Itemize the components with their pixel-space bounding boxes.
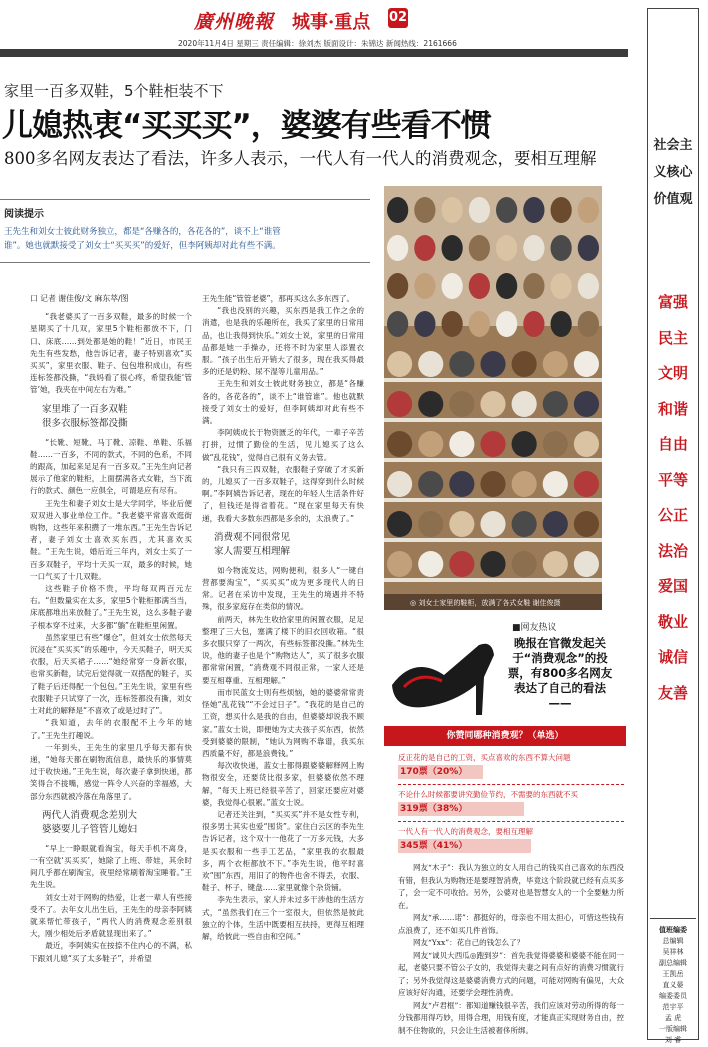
shoe [414,235,435,261]
shoe [387,471,412,497]
paragraph: “我也没别的兴趣，买东西是我工作之余的消遣，也是我的乐趣所在，我买了家里的日常用品，也让我得到快乐。”刘女士说，家里的日常用品都是她一手操办，还将不时为家里人添置衣服。“孩子出生后开销大了很多，现在我买得最多的还是奶粉、尿不湿等儿童用品。” [202,306,364,377]
shoe [469,311,490,337]
shoe [543,391,568,417]
core-value: 和谐 [657,399,688,418]
core-value: 平等 [657,470,688,489]
shoe [469,197,490,223]
cabinet-shelf [384,418,602,422]
shoe [418,511,443,537]
shoe [387,431,412,457]
comment: 网友“Yxx”：花自己的钱怎么了？ [413,938,525,947]
shoe [512,551,537,577]
shoe [449,431,474,457]
core-value: 民主 [657,328,688,347]
credit-line: 编委委员 [659,992,687,1000]
divider [398,784,624,785]
paragraph: 李先生表示，家人并未过多干涉他的生活方式，“虽然我们在三个一室很大，但依然是彼此独立的个体，生活中既要相互扶持，更得互相理解，给彼此一些自由和空间。” [202,895,364,941]
credit-line: 刘 睿 [664,1036,682,1044]
credit-line: 一版编辑 [659,1025,687,1033]
shoe [551,311,572,337]
credit-line: 王凯岳 [662,970,684,978]
shoe [512,511,537,537]
core-value: 诚信 [657,648,688,666]
shoe [418,391,443,417]
divider [0,199,370,200]
credit-line: 副总编辑 [659,959,687,967]
paragraph: “我知道，去年的衣服配不上今年的她了。”王先生打趣说。 [30,718,192,740]
shoe [480,431,505,457]
poll-bar [398,802,524,816]
paragraph: 一年到头，王先生的家里几乎每天都有快递，“她每天都在刷物流信息，最快乐的事情莫过于收快递。”王先生说，每次妻子拿到快递，都笑得合不拢嘴，感觉一阵令人兴奋的幸福感，大部分东西就被冷落在角落里了。 [30,742,192,801]
main-headline: 儿媳热衷“买买买”，婆婆有些看不惯 [2,108,491,144]
shoe [387,311,408,337]
shoe [442,311,463,337]
shoe [442,235,463,261]
shoe [414,197,435,223]
shoe [523,273,544,299]
comment: 网友“承……诺”：都挺好的，母亲也不用太担心，可惜这些钱有点浪费了，还不如买几件首饰。 [398,913,624,935]
shoe [574,511,599,537]
hot-topic-label: ■网友热议 [512,623,557,633]
netizen-comments [398,862,624,1037]
shoe [512,431,537,457]
core-values-list [650,285,696,711]
core-value: 富强 [657,293,688,311]
shoe [523,311,544,337]
credit-line: 孟 虎 [664,1014,682,1022]
shoe [387,391,412,417]
shoe [449,351,474,377]
poll-bar [398,765,483,779]
shoe [574,471,599,497]
shoe [551,197,572,223]
shoe [512,391,537,417]
shoe [414,273,435,299]
shoe [574,431,599,457]
poll-question: 你赞同哪种消费观？（单选） [384,726,626,746]
credit-line: 总编辑 [662,937,684,945]
shoe [496,311,517,337]
shoe [574,551,599,577]
article-column-2 [202,293,364,943]
credit-line: 值班编委 [659,926,687,934]
core-values-title-text: 社会主义核心价值观 [653,138,693,207]
subheadline: 800多名网友表达了看法，许多人表示，一代人有一代人的消费观念，要相互理解 [4,149,597,168]
shoe [496,273,517,299]
cabinet-shelf [384,498,602,502]
divider [398,821,624,822]
comment: 网友“诚贝大西瓜◎跑到岁”：首先我觉得婆婆和婆婆不能在同一起，老婆只要不管公子女的，我觉得夫妻之间有点好的消费习惯就行了；另外我觉得这是婆婆消费方式的问题，可能对网购有偏见，大众应该好好沟通，还要学会理性消费。 [398,950,624,997]
core-value: 自由 [657,435,688,453]
reading-tip-text: 王先生和刘女士彼此财务独立，都是“各赚各的，各花各的”，谈不上“谁管谁”。她也就默接受了刘女士“买买买”的爱好，但李阿姨却对此有些不满。 [4,227,281,251]
shoe [543,471,568,497]
shoe [523,197,544,223]
shoe [449,471,474,497]
shoe [387,511,412,537]
paragraph: 记者还关注到，“买买买”并不是女性专利，很多男士其实也爱“囤货”。家住白云区的李先生告诉记者，这个双十一他花了一万多元钱，大多是买衣服和一些手工艺品，“家里我的衣服最多，两个衣柜都放不下。”李先生说，他平时喜欢“囤”东西，用旧了的物件也舍不得丢，衣服、鞋子、杯子、键盘……家里就像个杂货铺。 [202,809,364,893]
shoe [578,235,599,261]
shoe [480,471,505,497]
high-heel-icon [384,615,504,725]
section-subheading: 家里堆了一百多双鞋 很多衣服标签都没撕 [42,403,128,429]
core-value: 法治 [657,541,688,560]
shoe [449,551,474,577]
shoe [449,511,474,537]
dateline: 2020年11月4日 星期三 责任编辑：徐刘杰 版面设计：朱锦达 新闻热线：2161666 [178,39,457,48]
shoe [543,351,568,377]
poll-option-text: 一代人有一代人的消费观念，要相互理解 [398,827,533,836]
paragraph: 王先生能“管管老婆”，那再买这么多东西了。 [202,294,355,303]
shoe [578,197,599,223]
paragraph: 每次收快递，蓝女士都得跟婆婆解释网上购物很安全，还要货比很多家，但婆婆依然不理解，“每天上班已经很辛苦了，回家还要应对婆婆，我觉得心很累。”蓝女士说。 [202,761,364,807]
shoe [543,511,568,537]
poll-option-text: 不论什么时候都要讲究勤俭节约，不需要的东西就不买 [398,790,578,799]
shoe [543,551,568,577]
shoe [418,351,443,377]
shoe [551,273,572,299]
photo-caption: ◎ 刘女士家里的鞋柜，放满了各式女鞋 谢佳俊摄 [410,599,561,607]
shoe [418,431,443,457]
shoe [387,273,408,299]
paragraph: 李阿姨成长于物资匮乏的年代，一辈子辛苦打拼，过惯了勤俭的生活，见儿媳买了这么做“乱花钱”，觉得自己很有义务去管。 [202,428,364,462]
shoe [512,471,537,497]
shoe [574,351,599,377]
kicker-headline: 家里一百多双鞋，5个鞋柜装不下 [4,82,224,100]
shoe [418,551,443,577]
core-value: 敬业 [657,612,688,631]
core-value: 爱国 [657,577,688,595]
shoe [496,235,517,261]
shoe [523,235,544,261]
poll-votes: 345票（41%） [400,841,468,851]
shoe [442,273,463,299]
paragraph: 虽然家里已有些“爆仓”，但刘女士依然每天沉浸在“买买买”的乐趣中，今天买鞋子，明天买衣服，后天买裙子……“她经常穿一身新衣服，也常买新鞋，试完后觉得就一双搭配的鞋子，买了鞋子后还得配一个包包。”王先生说，家里有些衣服鞋子只试穿了一次，连标签都没有撕，刘女士对此的解释是“不喜欢了或是过时了”。 [30,632,192,716]
core-values-title [650,132,696,213]
poll-bar [398,839,531,853]
core-value: 文明 [657,364,688,382]
section-subheading: 消费观不同很常见 家人需要互相理解 [214,531,291,557]
paragraph: “长靴、短靴、马丁靴、凉鞋、单鞋、乐福鞋……一百多，不同的款式，不同的色系，不同的跟高，加起来足足有一百多双。”王先生向记者展示了他家的鞋柜，上面摆满各式女鞋，当下流行的款式、颜色一应俱全，可谓是应有尽有。 [30,437,192,496]
shoe [480,391,505,417]
paragraph: 王先生和妻子刘女士是大学同学，毕业后便双双进入事业单位工作。“我老婆平常喜欢逛街购物，这些年来积攒了一堆东西。”王先生告诉记者，妻子刘女士喜欢买东西，尤其喜欢买鞋。“王先生说，婚后近三年内，刘女士买了一百多双鞋子，平均十天买一双，最多的时候，她一口气买了十几双鞋。 [30,498,192,581]
core-value: 公正 [657,506,688,524]
shoe-cabinet-photo [384,186,602,610]
cabinet-shelf [384,378,602,382]
shoe [543,431,568,457]
shoe [387,551,412,577]
poll-votes: 170票（20%） [400,767,468,777]
paragraph: 而市民蓝女士则有些烦恼，她的婆婆常常责怪她“乱花钱”“不会过日子”。“我花的是自己的工资，想买什么是我的自由，但婆婆却说我不顾家。”蓝女士说，即便她为丈夫孩子买东西，依然受到婆婆的限制，“她认为网购不靠谱，我买东西质量不好，都是浪费钱。” [202,687,364,758]
cabinet-shelf [384,458,602,462]
hot-topic-title: 晚报在官微发起关于“消费观念”的投票，有800多名网友表达了自己的看法—— [507,636,613,710]
section-subheading: 两代人消费观念差别大 婆婆要儿子管管儿媳妇 [42,809,138,835]
masthead-rule [0,49,628,57]
credit-line: 吴祥林 [662,948,684,956]
section-title: 城事·重点 [292,12,371,33]
poll-option-text: 反正花的是自己的工资，买点喜欢的东西不算大问题 [398,753,571,762]
shoe [551,235,572,261]
paragraph: 最近，李阿姨实在按捺不住内心的不满，私下跟刘儿媳“买了太多鞋子”，并希望 [30,941,192,963]
reading-tip-title: 阅读提示 [4,209,44,220]
paragraph: “我老婆买了一百多双鞋，最多的时候一个星期买了十几双，家里5个鞋柜都放不下，门口、床底……到处都是她的鞋！”近日，市民王先生有些发愁，他告诉记者，妻子特别喜欢“买买买”，家里衣服、鞋子、包包堆积成山，有些连标签都没撕，“我妈看了很心疼，希望我能‘管管’她，我夹在中间左右为难。” [30,312,192,395]
paragraph: 前两天，林先生收拾家里的闲置衣服，足足整理了三大包，塞满了楼下的旧衣回收箱。“很多衣服只穿了一两次，有些标签都没撕。”林先生说，他的妻子也是个“购物达人”，买了很多衣服都常常闲置，“消费观不同很正常，一家人还是要互相尊重、互相理解。” [202,614,364,685]
core-value: 友善 [657,683,688,702]
shoe [387,197,408,223]
paragraph: 如今物流发达，网购便利，很多人“一键自营都要淘宝”，“买买买”成为更多现代人的日常。记者在采访中发现，王先生的境遇并不特殊，很多家庭存在类似的情况。 [202,565,364,612]
cabinet-shelf [384,538,602,542]
shoe [387,235,408,261]
shoe [469,235,490,261]
paragraph: 这些鞋子价格不贵，平均每双两百元左右。“但数量实在太多，家里5个鞋柜都满当当，床底都堆出来放鞋了。”王先生说，这么多鞋子妻子根本穿不过来，大多都“躺”在鞋柜里闲置。 [30,584,192,630]
shoe [574,391,599,417]
shoe-cabinet-illustration [384,186,602,610]
paragraph: “我只有三四双鞋，衣服鞋子穿破了才买新的，儿媳买了一百多双鞋子，这得穿到什么时候啊。”李阿姨告诉记者，现在的年轻人生活条件好了，但钱还是得省着花。“现在家里每天有快递，我看大多数东西都是多余的，太浪费了。” [202,464,364,523]
paragraph: “早上一睁眼就看淘宝，每天手机不离身，一有空就‘买买买’，她除了上班、带娃，其余时间几乎都在刷淘宝，夜里经常刷着淘宝睡着。”王先生说。 [30,843,192,890]
poll-votes: 319票（38%） [400,804,468,814]
comment: 网友“卢君框”：都知道赚钱很辛苦，我们应该对劳动所得的每一分钱都用得巧妙，用得合理，用钱有度，才能真正实现财务自由，控制不住物欲的，只会让生活被奢侈所绑。 [398,1000,624,1035]
shoe [578,273,599,299]
shoe [496,197,517,223]
shoe [512,351,537,377]
article-column-1 [30,293,192,965]
divider [0,262,370,263]
shoe [480,511,505,537]
shoe [387,351,412,377]
shoe [469,273,490,299]
credit-line: 范宇平 [662,1003,684,1011]
byline: 口 记者 谢佳俊/文 麻东萃/图 [30,294,129,303]
cabinet-shelf [384,578,602,582]
credit-line: 直义晏 [662,981,684,989]
page-number-badge: 02 [388,8,408,28]
newspaper-logo: 廣州晚報 [194,11,275,33]
shoe [480,351,505,377]
shoe [414,311,435,337]
high-heel-shoe-image [384,615,504,735]
paragraph: 王先生和刘女士彼此财务独立，都是“各赚各的，各花各的”，谈不上“谁管谁”。他也就默接受了刘女士的爱好，但李阿姨却对此有些不满。 [202,379,364,426]
paragraph: 刘女士对于网购的热爱，让老一辈人有些接受不了。去年女儿出生后，王先生的母亲李阿姨就来帮忙带孩子，“两代人的消费观念差别很大，刚少相处后矛盾就显现出来了。” [30,892,192,939]
shoe [480,551,505,577]
shoe [578,311,599,337]
shoe [418,471,443,497]
divider [650,918,696,919]
shoe [449,391,474,417]
editor-credits [650,925,696,1046]
comment: 网友“木子”：我认为独立的女人用自己的钱买自己喜欢的东西没有错，但我认为购物还是要理智消费，毕竟这个阶段就已经有点买多了，会一定不可收拾。另外，公婆对也是智慧女人的一个全要魅力所在。 [398,863,624,910]
shoe [442,197,463,223]
